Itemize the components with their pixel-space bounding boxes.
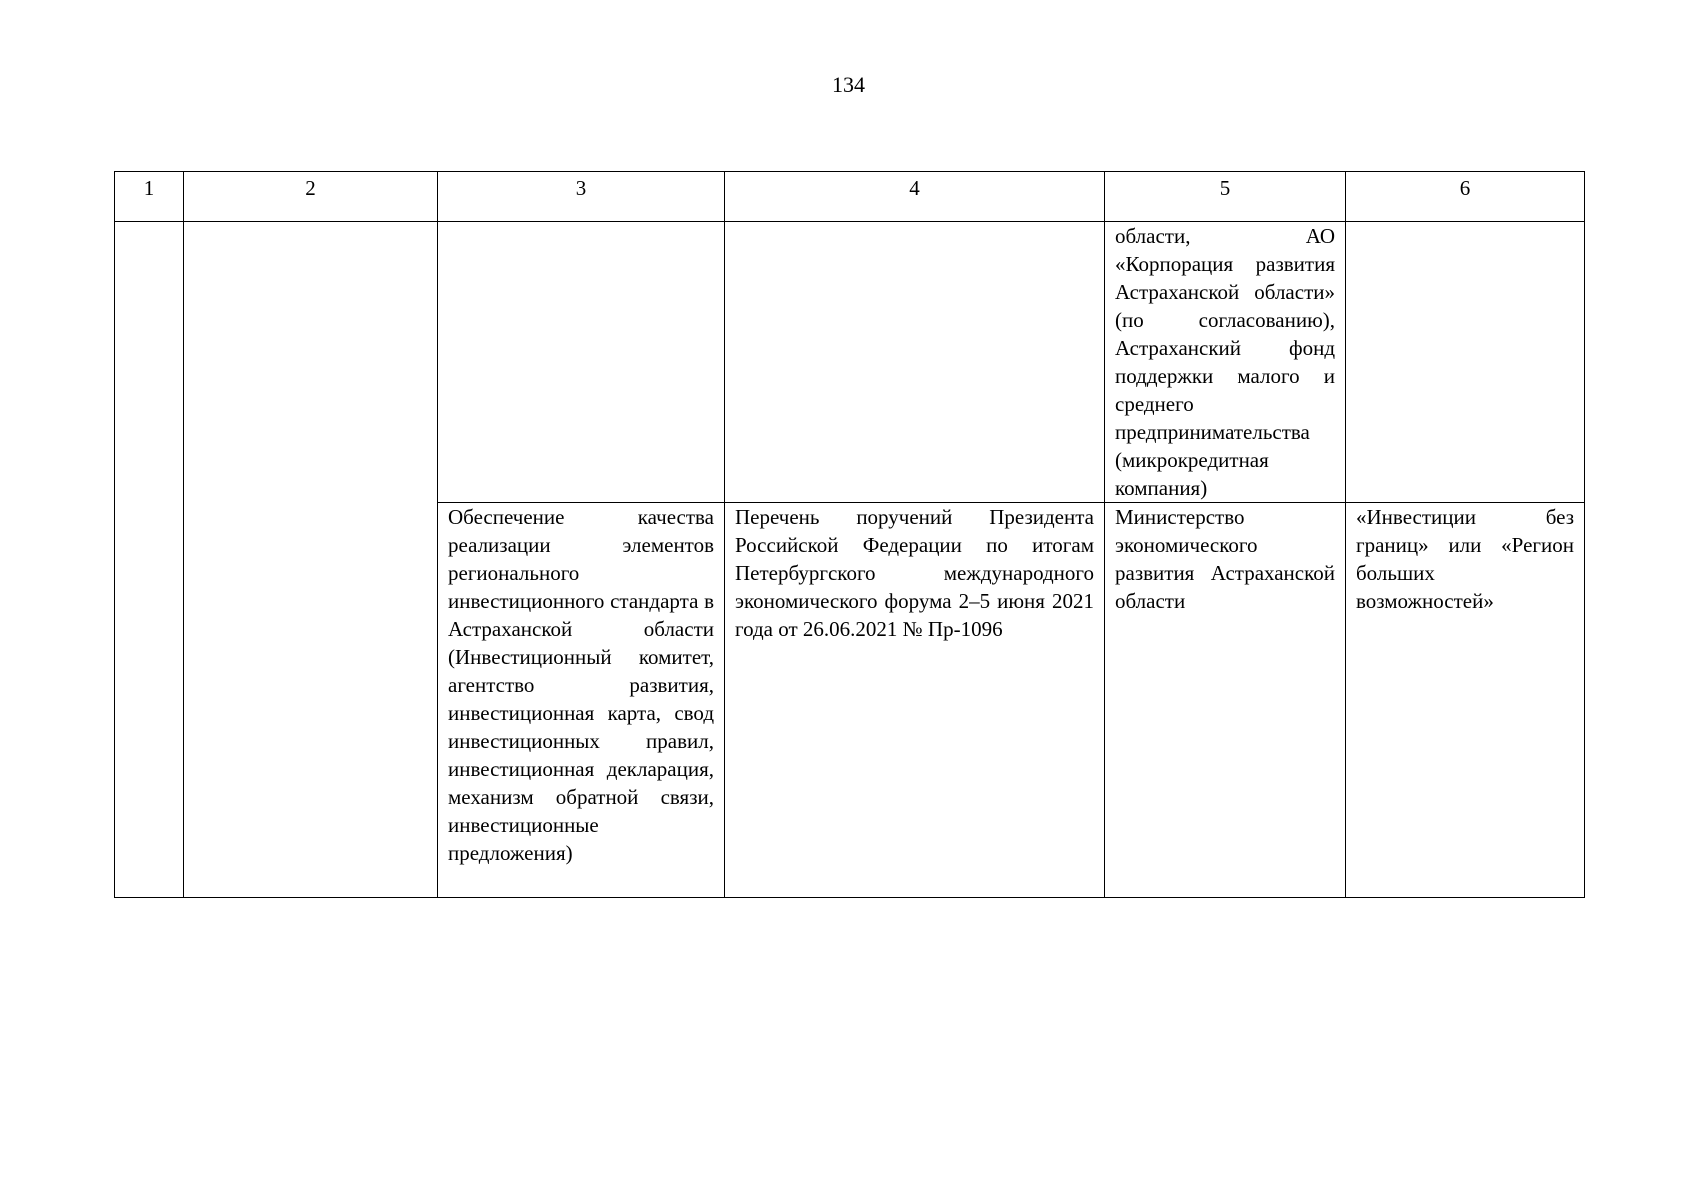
cell-col-1 (115, 222, 184, 898)
header-col-1: 1 (115, 172, 184, 222)
page-number: 134 (832, 72, 865, 97)
cell-col-4 (725, 222, 1105, 503)
table-header-row (115, 172, 1585, 222)
cell-col-2 (184, 222, 438, 898)
cell-text: области, АО «Корпорация развития Астраханской области» (по согласованию), Астраханский фонд поддержки малого и среднего предпринимательства (микрокредитная компания) (1115, 224, 1335, 500)
cell-text: Перечень поручений Президента Российской Федерации по итогам Петербургского международного экономического форума 2–5 июня 2021 года от 26.06.2021 № Пр-1096 (735, 505, 1094, 641)
table-row (115, 222, 1585, 503)
header-col-2: 2 (184, 172, 438, 222)
cell-col-4 (725, 503, 1105, 898)
cell-text: Обеспечение качества реализации элементов регионального инвестиционного стандарта в Астраханской области (Инвестиционный комитет, агентство развития, инвестиционная карта, свод инвестиционных правил, инвестиционная декларация, механизм обратной связи, инвестиционные предложения) (448, 505, 714, 865)
cell-col-3 (438, 503, 725, 898)
cell-col-6 (1346, 503, 1585, 898)
cell-text: Министерство экономического развития Астраханской области (1115, 505, 1335, 613)
header-col-6: 6 (1346, 172, 1585, 222)
cell-col-5 (1105, 503, 1346, 898)
document-table (114, 171, 1585, 898)
cell-col-6 (1346, 222, 1585, 503)
cell-col-5 (1105, 222, 1346, 503)
header-col-5: 5 (1105, 172, 1346, 222)
cell-col-3 (438, 222, 725, 503)
header-col-4: 4 (725, 172, 1105, 222)
header-col-3: 3 (438, 172, 725, 222)
cell-text: «Инвестиции без границ» или «Регион больших возможностей» (1356, 505, 1574, 613)
